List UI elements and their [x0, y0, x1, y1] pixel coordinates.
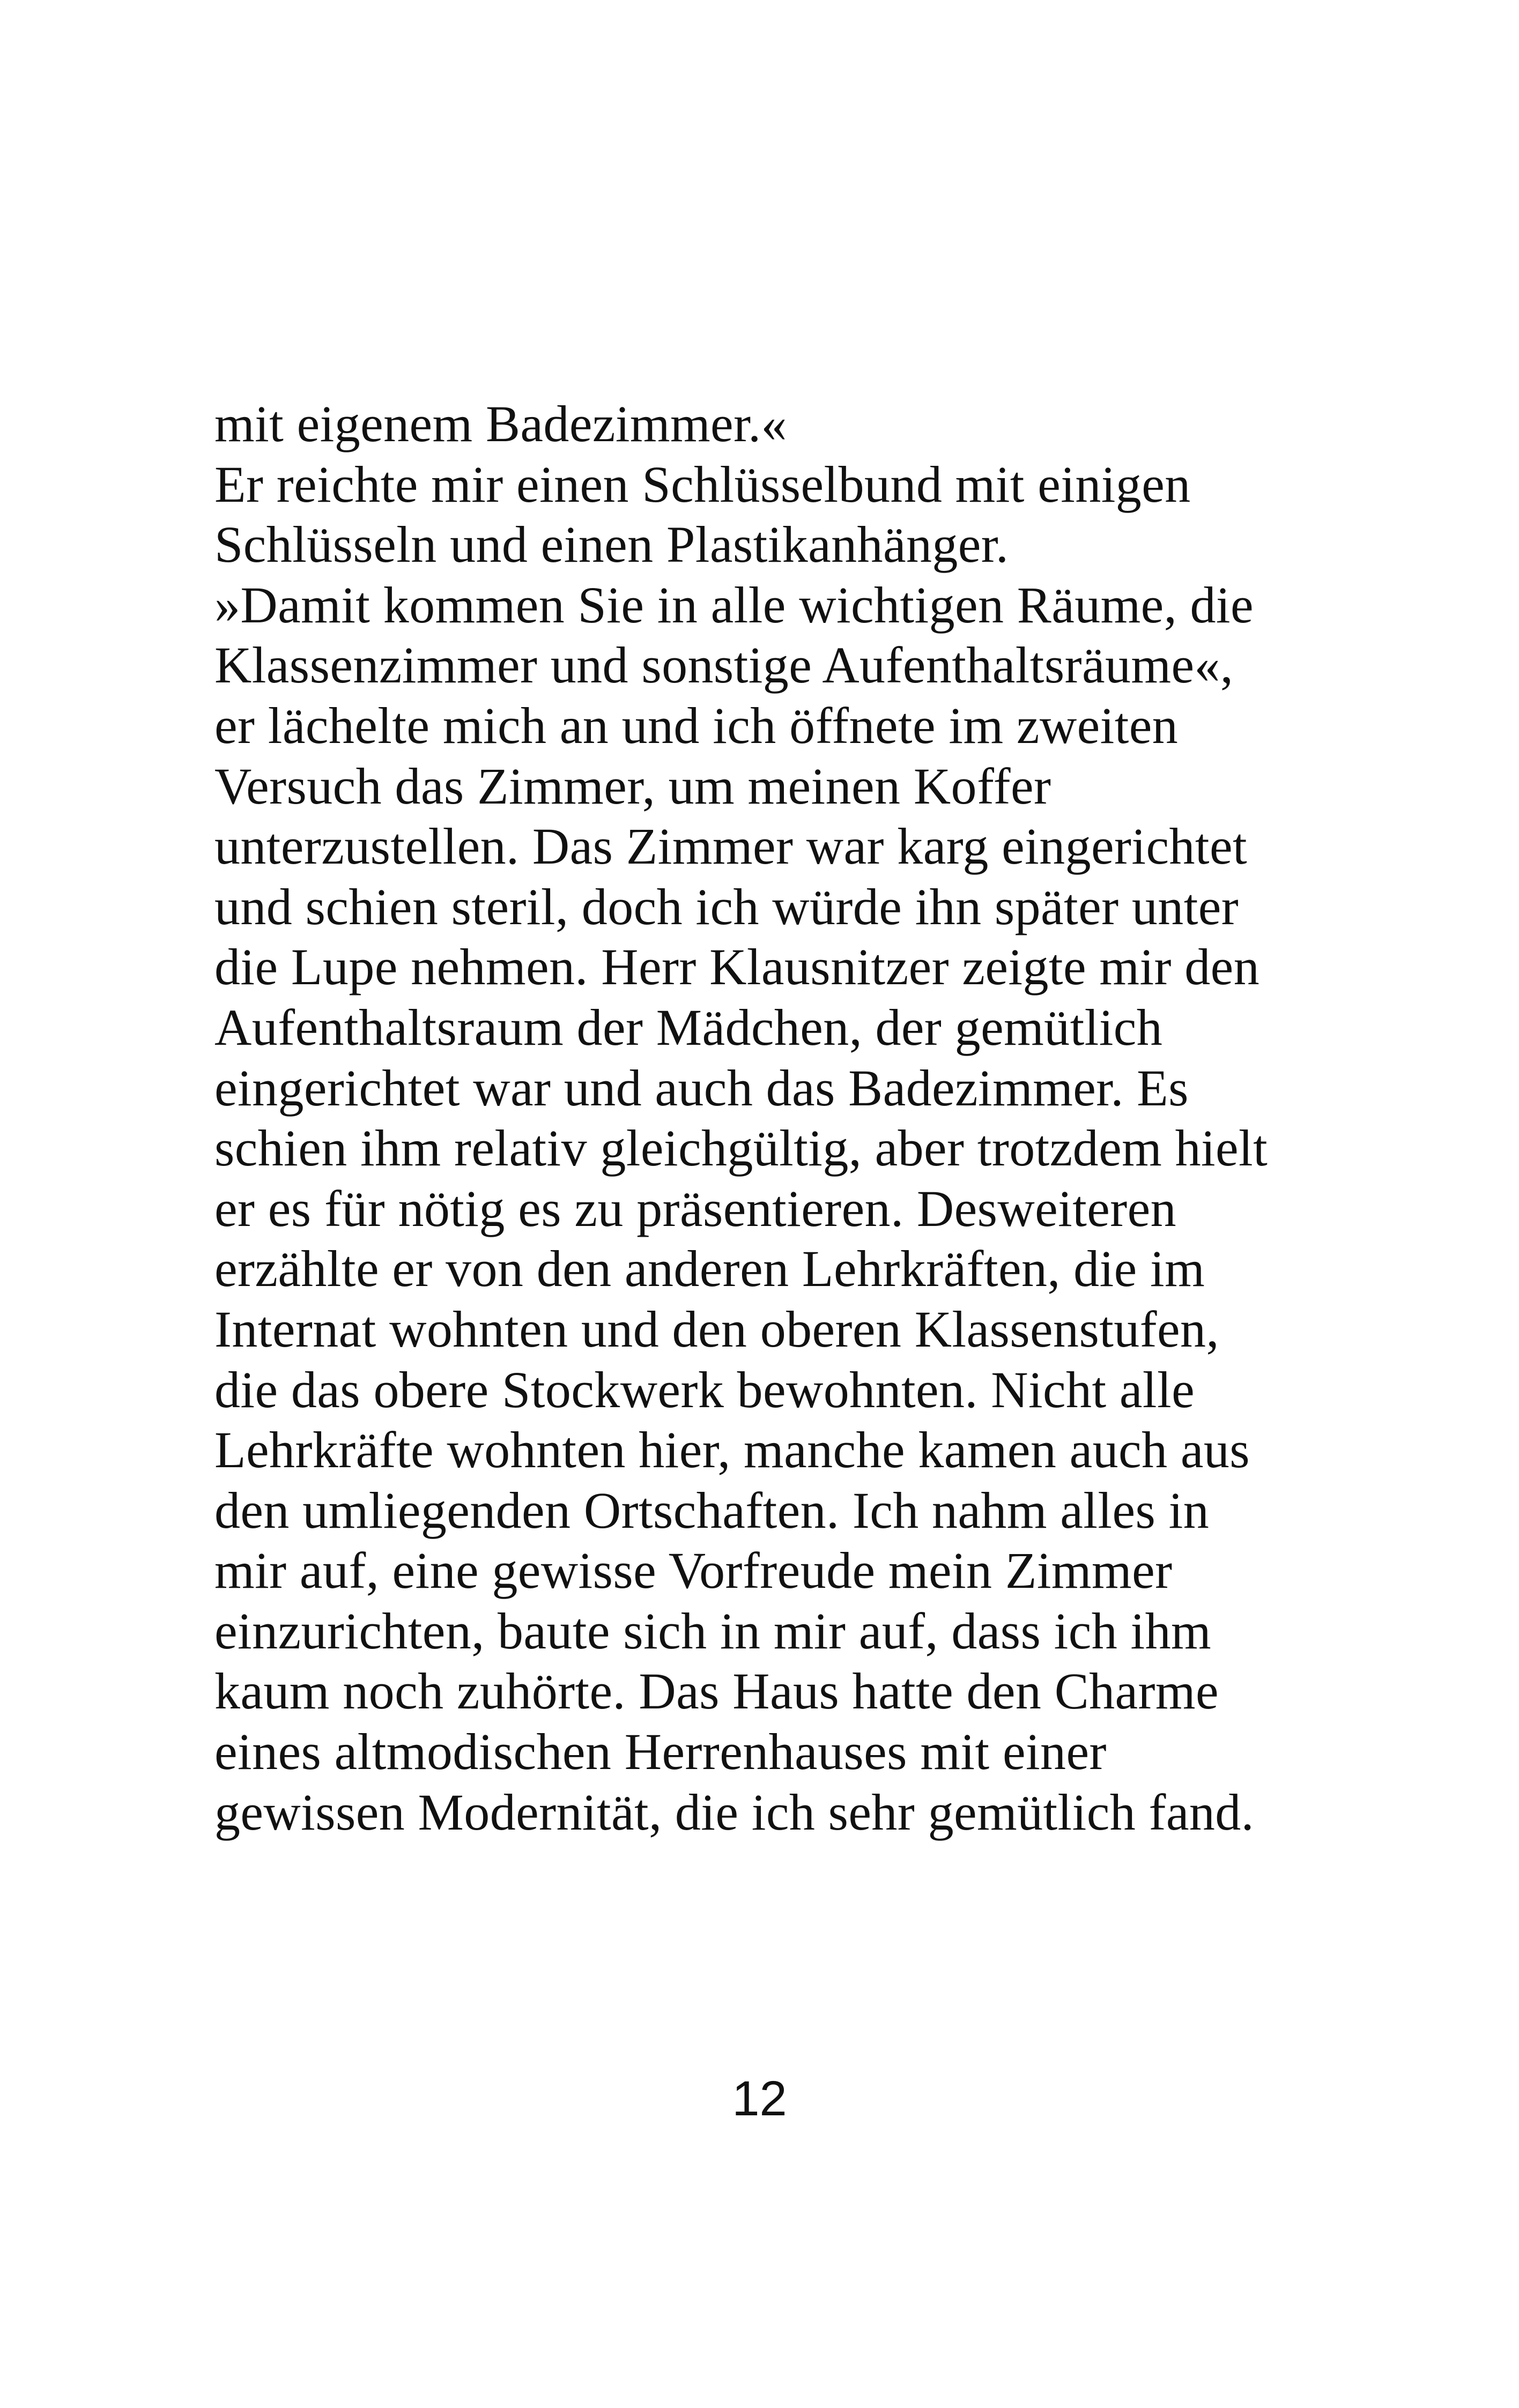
- page-number: 12: [732, 2071, 787, 2126]
- text-line: Klassenzimmer und sonstige Aufenthaltsräume«,: [214, 636, 1234, 694]
- text-line: mit eigenem Badezimmer.«: [214, 395, 787, 452]
- text-line: Aufenthaltsraum der Mädchen, der gemütlich: [214, 998, 1163, 1056]
- text-line: erzählte er von den anderen Lehrkräften, die im: [214, 1240, 1205, 1298]
- text-line: mir auf, eine gewisse Vorfreude mein Zimmer: [214, 1542, 1173, 1600]
- text-line: Er reichte mir einen Schlüsselbund mit einigen: [214, 455, 1191, 513]
- text-line: den umliegenden Ortschaften. Ich nahm alles in: [214, 1481, 1210, 1539]
- text-line: die das obere Stockwerk bewohnten. Nicht alle: [214, 1361, 1195, 1418]
- text-line: Internat wohnten und den oberen Klassenstufen,: [214, 1300, 1219, 1358]
- text-line: Versuch das Zimmer, um meinen Koffer: [214, 757, 1051, 815]
- text-line: Schlüsseln und einen Plastikanhänger.: [214, 516, 1009, 574]
- text-line: »Damit kommen Sie in alle wichtigen Räume, die: [214, 576, 1254, 634]
- text-line: er lächelte mich an und ich öffnete im zweiten: [214, 696, 1179, 754]
- text-line: schien ihm relativ gleichgültig, aber trotzdem hielt: [214, 1119, 1268, 1177]
- text-line: gewissen Modernität, die ich sehr gemütlich fand.: [214, 1783, 1255, 1841]
- text-line: eingerichtet war und auch das Badezimmer. Es: [214, 1059, 1189, 1117]
- text-line: und schien steril, doch ich würde ihn später unter: [214, 878, 1239, 935]
- text-line: Lehrkräfte wohnten hier, manche kamen auch aus: [214, 1421, 1250, 1479]
- text-line: eines altmodischen Herrenhauses mit einer: [214, 1723, 1107, 1781]
- text-line: die Lupe nehmen. Herr Klausnitzer zeigte mir den: [214, 938, 1260, 996]
- text-line: unterzustellen. Das Zimmer war karg eingerichtet: [214, 817, 1248, 875]
- text-line: er es für nötig es zu präsentieren. Desweiteren: [214, 1179, 1177, 1237]
- body-text: [214, 394, 1340, 1842]
- text-line: einzurichten, baute sich in mir auf, dass ich ihm: [214, 1602, 1212, 1660]
- text-line: kaum noch zuhörte. Das Haus hatte den Charme: [214, 1662, 1219, 1720]
